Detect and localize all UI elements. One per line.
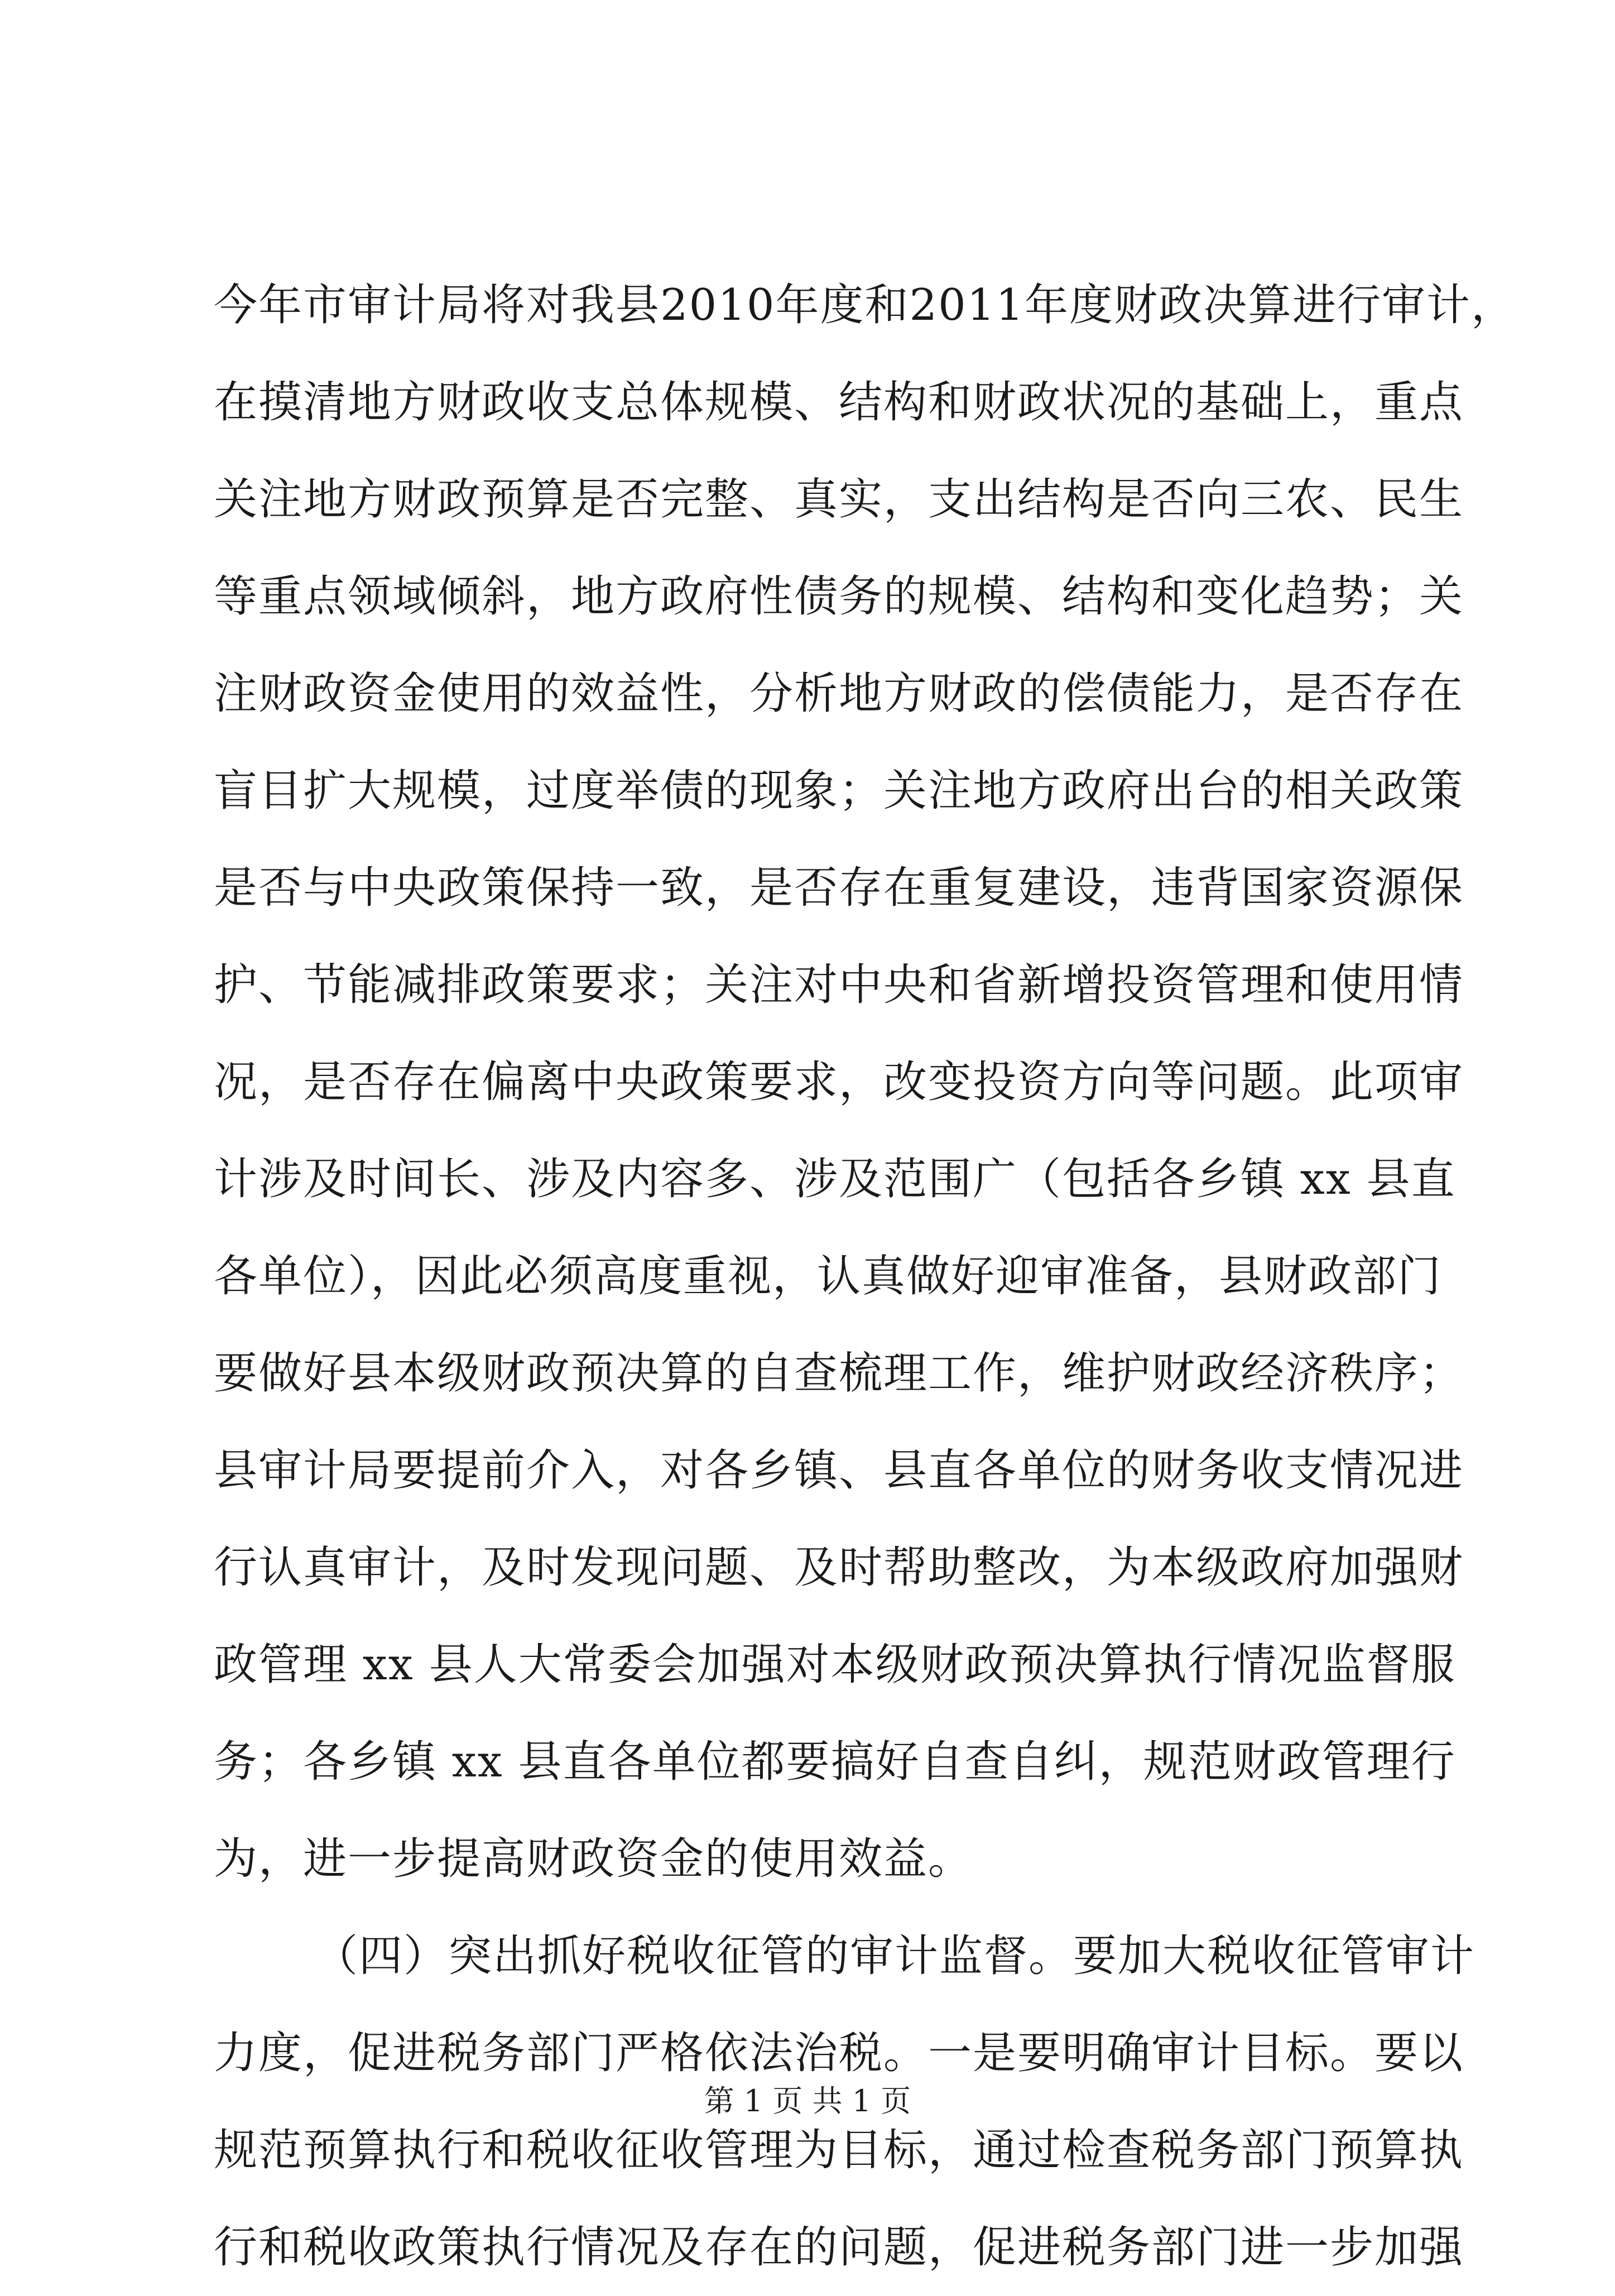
text-line: 规范预算执行和税收征收管理为目标，通过检查税务部门预算执	[214, 2125, 1464, 2175]
body-text	[214, 257, 1516, 2296]
text-line: 各单位），因此必须高度重视，认真做好迎审准备，县财政部门	[214, 1251, 1443, 1301]
text-line: 为，进一步提高财政资金的使用效益。	[214, 1834, 973, 1884]
text-line: 县审计局要提前介入，对各乡镇、县直各单位的财务收支情况进	[214, 1445, 1464, 1496]
text-line: 要做好县本级财政预决算的自查梳理工作，维护财政经济秩序；	[214, 1348, 1464, 1399]
text-line: 今年市审计局将对我县2010年度和2011年度财政决算进行审计，	[214, 280, 1516, 330]
section-heading-line: （四）突出抓好税收征管的审计监督。要加大税收征管审计	[314, 1931, 1475, 1981]
text-line: 盲目扩大规模，过度举债的现象；关注地方政府出台的相关政策	[214, 766, 1464, 816]
text-line: 政管理 xx 县人大常委会加强对本级财政预决算执行情况监督服	[214, 1640, 1456, 1690]
text-line: 况，是否存在偏离中央政策要求，改变投资方向等问题。此项审	[214, 1057, 1464, 1107]
text-line: 行和税收政策执行情况及存在的问题，促进税务部门进一步加强	[214, 2222, 1464, 2273]
text-line: 是否与中央政策保持一致，是否存在重复建设，违背国家资源保	[214, 863, 1464, 913]
text-line: 关注地方财政预算是否完整、真实，支出结构是否向三农、民生	[214, 474, 1464, 525]
text-line: 在摸清地方财政收支总体规模、结构和财政状况的基础上，重点	[214, 377, 1464, 428]
text-line: 力度，促进税务部门严格依法治税。一是要明确审计目标。要以	[214, 2028, 1464, 2078]
text-line: 计涉及时间长、涉及内容多、涉及范围广（包括各乡镇 xx 县直	[214, 1154, 1456, 1204]
text-line: 等重点领域倾斜，地方政府性债务的规模、结构和变化趋势；关	[214, 571, 1464, 622]
page-footer	[0, 2079, 1615, 2124]
page-number: 第 1 页 共 1 页	[704, 2083, 911, 2119]
text-line: 务；各乡镇 xx 县直各单位都要搞好自查自纠，规范财政管理行	[214, 1737, 1456, 1787]
text-line: 注财政资金使用的效益性，分析地方财政的偿债能力，是否存在	[214, 669, 1464, 719]
text-line: 护、节能减排政策要求；关注对中央和省新增投资管理和使用情	[214, 960, 1464, 1010]
text-line: 行认真审计，及时发现问题、及时帮助整改，为本级政府加强财	[214, 1543, 1464, 1593]
